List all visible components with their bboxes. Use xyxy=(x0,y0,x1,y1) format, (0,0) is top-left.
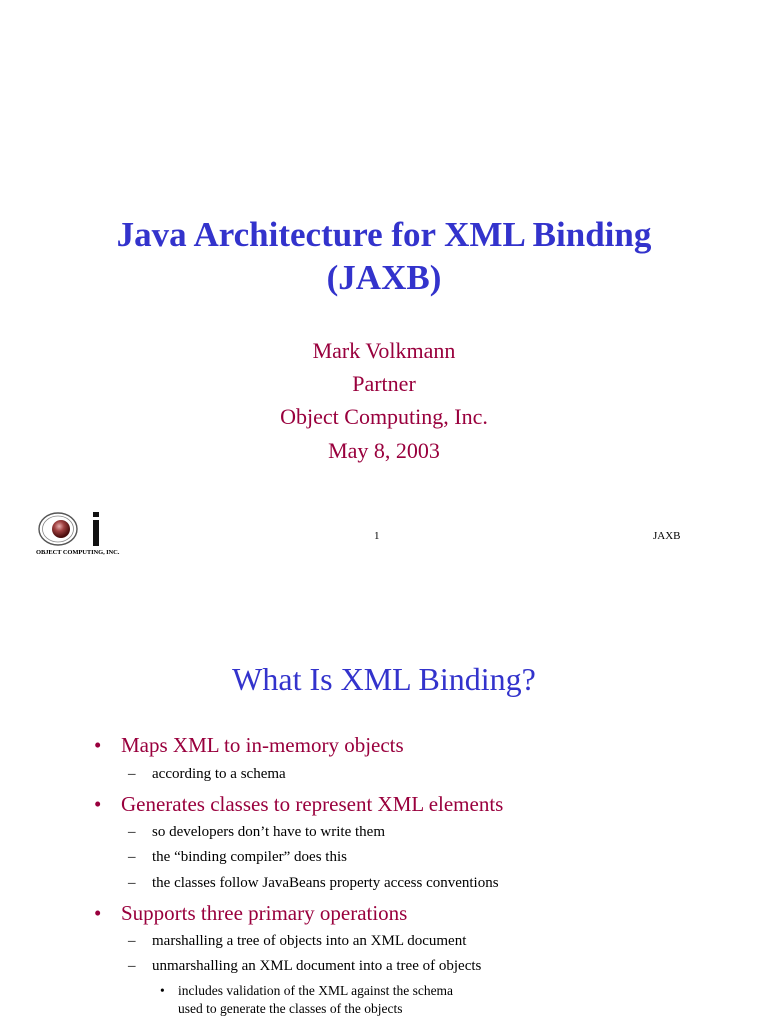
dash-icon: – xyxy=(128,958,136,974)
bullet-item xyxy=(94,792,503,816)
sub-bullet-item xyxy=(128,932,466,950)
bullet-item xyxy=(94,901,407,925)
logo-caption: OBJECT COMPUTING, INC. xyxy=(36,549,120,556)
sub-bullet-text: marshalling a tree of objects into an XML document xyxy=(152,933,467,949)
page-number: 1 xyxy=(374,530,380,542)
dash-icon: – xyxy=(128,766,136,782)
bullet-icon: • xyxy=(94,901,102,925)
sub-sub-bullet-continuation: used to generate the classes of the objects xyxy=(178,1001,403,1016)
presentation-title-line-1: Java Architecture for XML Binding xyxy=(116,215,652,254)
sub-bullet-item xyxy=(128,874,499,892)
small-bullet-icon: • xyxy=(160,983,165,998)
dash-icon: – xyxy=(128,875,136,891)
sub-bullet-item xyxy=(128,848,347,866)
bullet-icon: • xyxy=(94,792,102,816)
dash-icon: – xyxy=(128,849,136,865)
footer-title: JAXB xyxy=(653,530,681,542)
sub-bullet-text: so developers don’t have to write them xyxy=(152,824,385,840)
dash-icon: – xyxy=(128,824,136,840)
sub-sub-bullet-text: includes validation of the XML against the schema xyxy=(178,983,454,998)
presentation-title-line-2: (JAXB) xyxy=(326,258,442,297)
sub-bullet-text: unmarshalling an XML document into a tree of objects xyxy=(152,958,482,974)
presentation-date: May 8, 2003 xyxy=(328,438,440,463)
sub-bullet-text: the “binding compiler” does this xyxy=(152,849,347,865)
bullet-icon: • xyxy=(94,733,102,757)
slide-title: What Is XML Binding? xyxy=(232,661,536,697)
company-name: Object Computing, Inc. xyxy=(280,404,488,429)
dash-icon: – xyxy=(128,933,136,949)
sub-sub-bullet-item xyxy=(160,982,453,999)
sub-bullet-item xyxy=(128,823,385,841)
bullet-text: Generates classes to represent XML elements xyxy=(121,792,504,816)
author-role: Partner xyxy=(352,371,416,396)
bullet-text: Supports three primary operations xyxy=(121,901,408,925)
sub-bullet-text: according to a schema xyxy=(152,766,286,782)
bullet-item xyxy=(94,733,404,757)
sub-bullet-text: the classes follow JavaBeans property access conventions xyxy=(152,875,499,891)
author-name: Mark Volkmann xyxy=(312,338,456,363)
sub-bullet-item xyxy=(128,765,286,783)
bullet-text: Maps XML to in-memory objects xyxy=(121,733,404,757)
sub-bullet-item xyxy=(128,957,481,975)
